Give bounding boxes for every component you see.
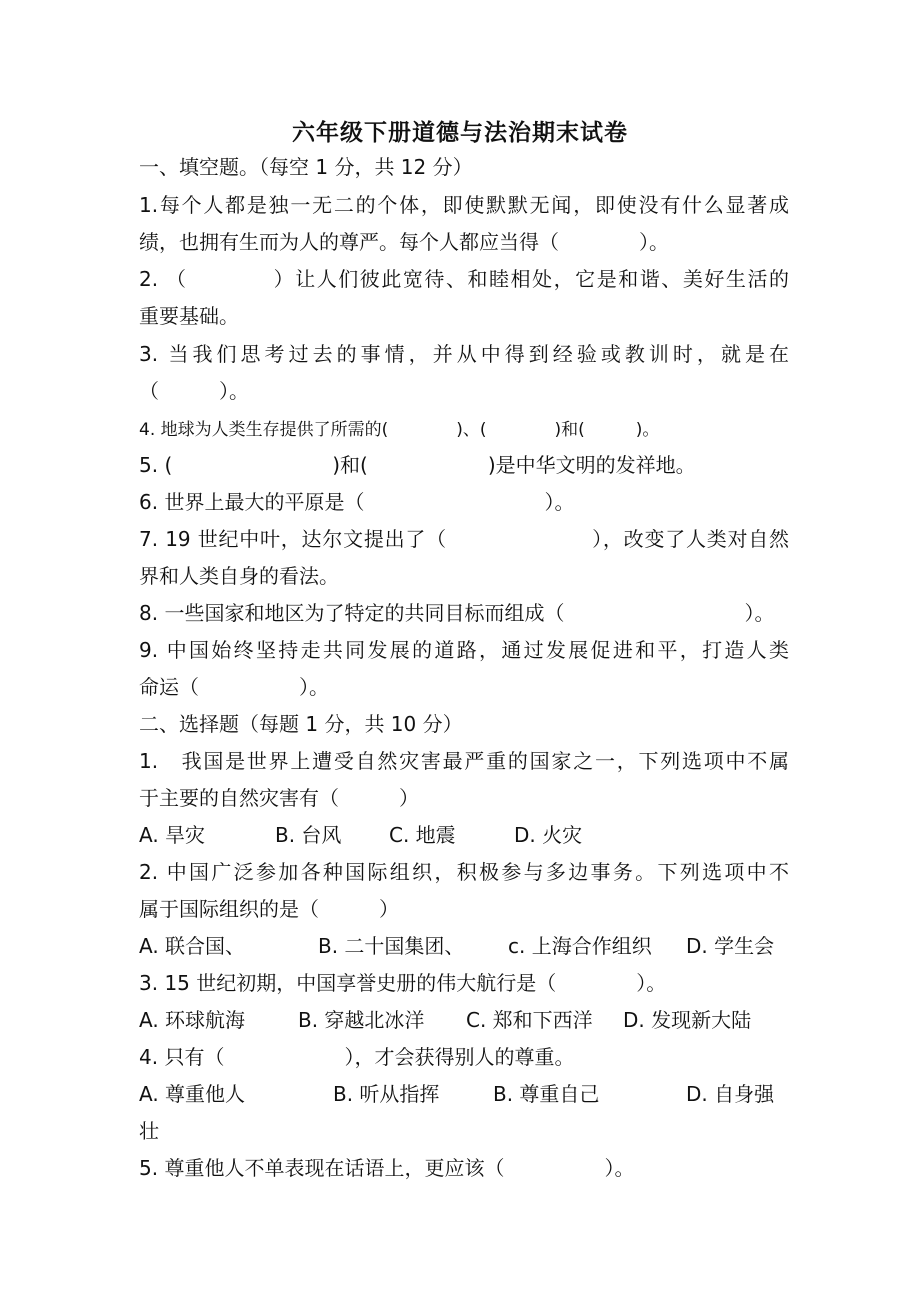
s2-q1-option-b: B. 台风 — [275, 823, 342, 847]
s2-q2-option-c: c. 上海合作组织 — [508, 934, 652, 958]
s1-q9-line1: 9. 中国始终坚持走共同发展的道路，通过发展促进和平，打造人类 — [139, 638, 789, 662]
s2-q3: 3. 15 世纪初期，中国享誉史册的伟大航行是（ ）。 — [139, 971, 667, 995]
s2-q1-option-a: A. 旱灾 — [139, 823, 206, 847]
section2-heading: 二、选择题（每题 1 分，共 10 分） — [139, 712, 463, 736]
s2-q3-option-a: A. 环球航海 — [139, 1008, 246, 1032]
s2-q2-line1: 2. 中国广泛参加各种国际组织，积极参与多边事务。下列选项中不 — [139, 860, 789, 884]
s1-q7-line2: 界和人类自身的看法。 — [139, 564, 339, 588]
s1-q2-line2: 重要基础。 — [139, 304, 239, 328]
s1-q9-line2: 命运（ ）。 — [139, 675, 329, 699]
s1-q8: 8. 一些国家和地区为了特定的共同目标而组成（ ）。 — [139, 601, 775, 625]
s2-q2-option-d: D. 学生会 — [686, 934, 775, 958]
s1-q1-line1: 1.每个人都是独一无二的个体，即使默默无闻，即使没有什么显著成 — [139, 193, 789, 217]
s2-q4: 4. 只有（ ），才会获得别人的尊重。 — [139, 1045, 575, 1069]
s1-q1-line2: 绩，也拥有生而为人的尊严。每个人都应当得（ ）。 — [139, 230, 669, 254]
s1-q3-line1: 3. 当我们思考过去的事情，并从中得到经验或教训时，就是在 — [139, 342, 789, 366]
s1-q4: 4. 地球为人类生存提供了所需的( )、( )和( )。 — [139, 420, 660, 440]
s2-q3-option-b: B. 穿越北冰洋 — [298, 1008, 425, 1032]
s1-q5: 5. ( )和( )是中华文明的发祥地。 — [139, 453, 696, 477]
s2-q1-line1: 1. 我国是世界上遭受自然灾害最严重的国家之一，下列选项中不属 — [139, 749, 789, 773]
s2-q3-option-c: C. 郑和下西洋 — [466, 1008, 593, 1032]
s1-q6: 6. 世界上最大的平原是（ ）。 — [139, 490, 575, 514]
section1-heading: 一、填空题。（每空 1 分，共 12 分） — [139, 155, 473, 179]
s2-q4-option-c: B. 尊重自己 — [493, 1082, 600, 1106]
s2-q4-option-b: B. 听从指挥 — [333, 1082, 440, 1106]
s2-q1-line2: 于主要的自然灾害有（ ） — [139, 786, 419, 810]
s1-q7-line1: 7. 19 世纪中叶，达尔文提出了（ ），改变了人类对自然 — [139, 527, 789, 551]
s2-q1-option-d: D. 火灾 — [514, 823, 583, 847]
s2-q2-option-b: B. 二十国集团、 — [318, 934, 465, 958]
s2-q5: 5. 尊重他人不单表现在话语上，更应该（ ）。 — [139, 1156, 635, 1180]
s2-q3-option-d: D. 发现新大陆 — [623, 1008, 752, 1032]
s2-q2-line2: 属于国际组织的是（ ） — [139, 897, 399, 921]
s1-q3-line2: （ ）。 — [139, 379, 249, 403]
s2-q4-option-a: A. 尊重他人 — [139, 1082, 246, 1106]
s2-q4-option-d-wrap: 壮 — [139, 1119, 159, 1143]
s1-q2-line1: 2. （ ）让人们彼此宽待、和睦相处，它是和谐、美好生活的 — [139, 267, 789, 291]
s2-q1-option-c: C. 地震 — [389, 823, 456, 847]
s2-q2-option-a: A. 联合国、 — [139, 934, 246, 958]
s2-q4-option-d: D. 自身强 — [686, 1082, 775, 1106]
page-title: 六年级下册道德与法治期末试卷 — [292, 119, 628, 146]
